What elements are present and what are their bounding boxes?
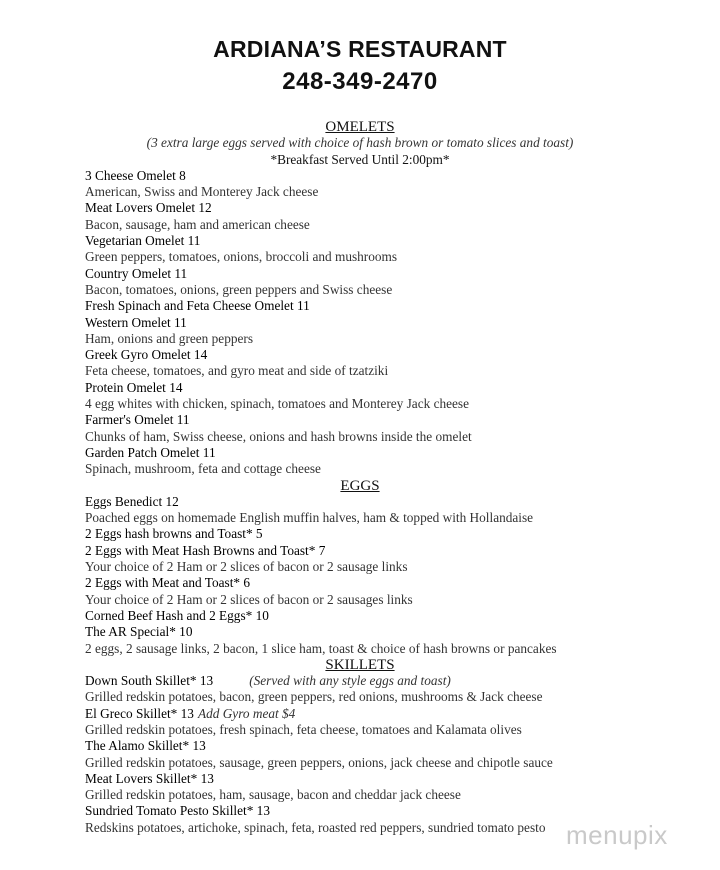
menu-item-name: Fresh Spinach and Feta Cheese Omelet 11 <box>85 298 310 314</box>
menu-item-name: Farmer's Omelet 11 <box>85 412 190 428</box>
menu-item-name: Protein Omelet 14 <box>85 379 183 395</box>
menu-item-name-row <box>85 168 685 184</box>
menu-item-description: 4 egg whites with chicken, spinach, tomatoes and Monterey Jack cheese <box>85 396 470 412</box>
menu-item-name-row <box>85 543 685 559</box>
menu-body <box>85 119 685 836</box>
section-note: *Breakfast Served Until 2:00pm* <box>270 151 450 167</box>
menu-item-name: 2 Eggs with Meat and Toast* 6 <box>85 575 251 591</box>
menu-item-description: Bacon, tomatoes, onions, green peppers and Swiss cheese <box>85 281 393 297</box>
menu-item-name-row <box>85 575 685 591</box>
menu-item-description: Ham, onions and green peppers <box>85 330 254 346</box>
menu-item-description: Grilled redskin potatoes, sausage, green peppers, onions, jack cheese and chipotle sauce <box>85 754 553 770</box>
menu-item-name: The AR Special* 10 <box>85 624 193 640</box>
menu-item-description: Grilled redskin potatoes, bacon, green peppers, red onions, mushrooms & Jack cheese <box>85 689 543 705</box>
phone-number: 248-349-2470 <box>282 68 438 95</box>
menu-item-name: Corned Beef Hash and 2 Eggs* 10 <box>85 607 269 623</box>
menu-item-name-row <box>85 738 685 754</box>
menu-item-name: Vegetarian Omelet 11 <box>85 233 201 249</box>
menu-item-name-row <box>85 803 685 819</box>
menu-item-name-row <box>85 706 685 722</box>
menu-item-description: Green peppers, tomatoes, onions, broccoli and mushrooms <box>85 249 398 265</box>
menu-item-name: El Greco Skillet* 13 <box>85 705 194 721</box>
menu-item-name-row <box>85 771 685 787</box>
restaurant-name: ARDIANA’S RESTAURANT <box>213 36 507 62</box>
menu-item-description: American, Swiss and Monterey Jack cheese <box>85 184 319 200</box>
menu-item-name-row <box>85 412 685 428</box>
menu-item-name: Greek Gyro Omelet 14 <box>85 347 208 363</box>
menu-item-description: Bacon, sausage, ham and american cheese <box>85 216 310 232</box>
section-title: OMELETS <box>325 119 395 135</box>
menu-item-description: Chunks of ham, Swiss cheese, onions and hash browns inside the omelet <box>85 428 472 444</box>
menu-item-name: Meat Lovers Omelet 12 <box>85 200 212 216</box>
menu-item-name-row <box>85 526 685 542</box>
menu-item-name-row <box>85 233 685 249</box>
menu-item-name-row <box>85 200 685 216</box>
menu-item-name-row <box>85 315 685 331</box>
menu-item-name-row <box>85 494 685 510</box>
menu-item-name: 2 Eggs hash browns and Toast* 5 <box>85 526 263 542</box>
menu-item-description: Your choice of 2 Ham or 2 slices of bacon or 2 sausage links <box>85 559 408 575</box>
menu-item-description: Your choice of 2 Ham or 2 slices of bacon or 2 sausages links <box>85 591 413 607</box>
menu-item-name-row <box>85 347 685 363</box>
section-subtitle: (3 extra large eggs served with choice of hash brown or tomato slices and toast) <box>146 135 574 151</box>
menu-item-name: Country Omelet 11 <box>85 265 188 281</box>
menu-item-note: Add Gyro meat $4 <box>197 705 296 721</box>
menu-item-description: Spinach, mushroom, feta and cottage cheese <box>85 461 321 477</box>
menu-item-name: Down South Skillet* 13 <box>85 673 214 689</box>
menu-item-description: Grilled redskin potatoes, ham, sausage, bacon and cheddar jack cheese <box>85 787 461 803</box>
menu-item-description: 2 eggs, 2 sausage links, 2 bacon, 1 slice ham, toast & choice of hash browns or pancakes <box>85 640 557 656</box>
menu-item-name-row <box>85 624 685 640</box>
menu-item-name: 3 Cheese Omelet 8 <box>85 167 186 183</box>
menu-item-name: Meat Lovers Skillet* 13 <box>85 770 214 786</box>
section-title: SKILLETS <box>325 656 395 673</box>
menu-item-name: Sundried Tomato Pesto Skillet* 13 <box>85 803 270 819</box>
menu-item-name-row <box>85 445 685 461</box>
menu-item-name: Western Omelet 11 <box>85 314 187 330</box>
section-title: EGGS <box>340 477 380 494</box>
menu-item-name: The Alamo Skillet* 13 <box>85 738 206 754</box>
menu-item-name-row <box>85 380 685 396</box>
menu-item-description: Redskins potatoes, artichoke, spinach, feta, roasted red peppers, sundried tomato pesto <box>85 819 546 835</box>
menu-item-name-row <box>85 608 685 624</box>
menu-item-name: Eggs Benedict 12 <box>85 493 179 509</box>
menu-item-note: (Served with any style eggs and toast) <box>249 673 451 689</box>
menu-item-description: Feta cheese, tomatoes, and gyro meat and side of tzatziki <box>85 363 389 379</box>
menu-item-name-row <box>85 266 685 282</box>
menu-item-description: Grilled redskin potatoes, fresh spinach, feta cheese, tomatoes and Kalamata olives <box>85 721 522 737</box>
menu-item-name-row <box>85 298 685 314</box>
menu-item-name-row <box>85 673 685 689</box>
menu-item-name: Garden Patch Omelet 11 <box>85 444 216 460</box>
watermark-logo: menupix <box>566 820 668 850</box>
menu-item-description: Poached eggs on homemade English muffin halves, ham & topped with Hollandaise <box>85 510 534 526</box>
menu-item-name: 2 Eggs with Meat Hash Browns and Toast* 7 <box>85 542 326 558</box>
